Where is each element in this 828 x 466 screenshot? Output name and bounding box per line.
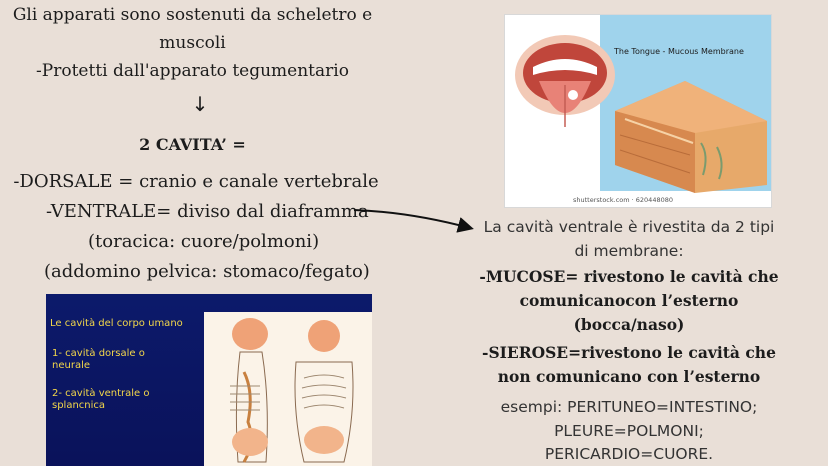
tongue-credit: shutterstock.com · 620448080 xyxy=(572,196,673,204)
tongue-illustration xyxy=(505,15,771,207)
sierose-line-1: -SIEROSE=rivestono le cavità che xyxy=(482,343,776,362)
tongue-caption: The Tongue - Mucous Membrane xyxy=(614,47,744,56)
slide-item-2: 2- cavità ventrale o splancnica xyxy=(52,388,150,411)
dorsale-line: -DORSALE = cranio e canale vertebrale xyxy=(13,171,379,192)
esempi-line-3: PERICARDIO=CUORE. xyxy=(544,445,714,463)
body-illustration xyxy=(204,312,372,466)
intro-line-2: muscoli xyxy=(159,33,226,53)
slide-item-1: 1- cavità dorsale o neurale xyxy=(52,348,145,371)
intro-line-3: -Protetti dall'apparato tegumentario xyxy=(36,61,349,81)
intro-line-1: Gli apparati sono sostenuti da scheletro e xyxy=(12,5,373,25)
toracica-line: (toracica: cuore/polmoni) xyxy=(88,231,320,252)
esempi-line-2: PLEURE=POLMONI; xyxy=(554,422,704,440)
slide-title: Le cavità del corpo umano xyxy=(50,318,183,329)
tongue-image xyxy=(504,14,772,208)
right-intro-2: di membrane: xyxy=(574,242,684,260)
connector-arrow xyxy=(350,200,480,236)
sierose-line-2: non comunicano con l’esterno xyxy=(497,367,761,386)
addomino-line: (addomino pelvica: stomaco/fegato) xyxy=(44,261,370,282)
mucose-line-3: (bocca/naso) xyxy=(573,315,685,334)
body-cavities-slide xyxy=(46,294,372,466)
mucose-line-2: comunicanocon l’esterno xyxy=(519,291,739,310)
esempi-line-1: esempi: PERITUNEO=INTESTINO; xyxy=(500,398,758,416)
cavita-title: 2 CAVITA’ = xyxy=(139,135,246,154)
ventrale-line: -VENTRALE= diviso dal diaframma xyxy=(46,201,369,222)
down-arrow-icon: ↓ xyxy=(191,92,209,116)
right-intro-1: La cavità ventrale è rivestita da 2 tipi xyxy=(483,218,775,236)
mucose-line-1: -MUCOSE= rivestono le cavità che xyxy=(479,267,779,286)
